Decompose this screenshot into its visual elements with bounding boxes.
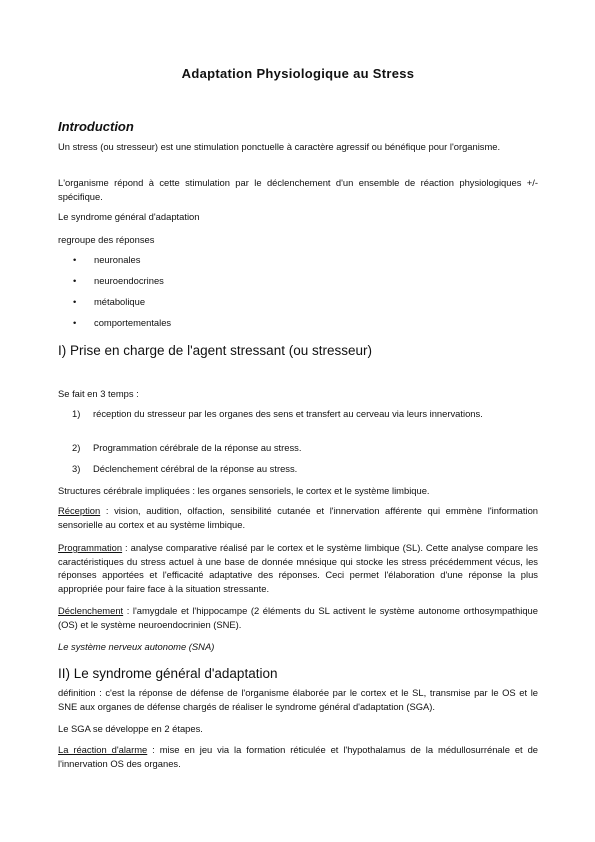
reception-label: Réception [58, 505, 101, 516]
programmation-text: : analyse comparative réalisé par le cortex et le système limbique (SL). Cette analyse compare les caractéristiques du stress actuel à une base de donnée mnésique qui stocke les stress précédemment vécus, les réponses apportées et l'efficacité adaptative des réponses. Ceci permet l'élaboration d'une réponse la plus appropriée pour faire face à la situation stressante. [58, 542, 538, 594]
list-item [73, 295, 145, 308]
section-2-heading: II) Le syndrome général d'adaptation [58, 666, 278, 681]
bullet-text: comportementales [94, 317, 172, 328]
programmation-label: Programmation [58, 542, 123, 553]
declenchement-label: Déclenchement [58, 605, 124, 616]
bullet-text: neuronales [94, 254, 141, 265]
introduction-heading: Introduction [58, 119, 134, 134]
structures-paragraph: Structures cérébrale impliquées : les organes sensoriels, le cortex et le système limbique. [58, 485, 430, 496]
bullet-icon: • [73, 254, 77, 265]
alarme-text: : mise en jeu via la formation réticulée et l'hypothalamus de la médullosurrénale et de l'innervation OS des organes. [58, 744, 538, 769]
definition-paragraph: définition : c'est la réponse de défense de l'organisme élaborée par le cortex et le SL, transmise par le OS et le SNE aux organes de défense chargés de réaliser le syndrome général d'adaptation (SGA). [58, 687, 538, 712]
item-number: 1) [72, 408, 81, 419]
bullet-icon: • [73, 296, 77, 307]
section-1-lead: Se fait en 3 temps : [58, 388, 139, 399]
numbered-item [72, 462, 538, 476]
list-item [73, 274, 164, 287]
item-number: 3) [72, 463, 81, 474]
sna-paragraph: Le système nerveux autonome (SNA) [58, 641, 215, 652]
intro-paragraph-1: Un stress (ou stresseur) est une stimulation ponctuelle à caractère agressif ou bénéfique pour l'organisme. [58, 141, 501, 152]
programmation-paragraph [58, 541, 538, 595]
page-title: Adaptation Physiologique au Stress [181, 66, 415, 81]
intro-paragraph-4: regroupe des réponses [58, 234, 155, 245]
intro-paragraph-3: Le syndrome général d'adaptation [58, 211, 200, 222]
list-item [73, 316, 171, 329]
item-number: 2) [72, 442, 81, 453]
bullet-icon: • [73, 275, 77, 286]
declenchement-text: : l'amygdale et l'hippocampe (2 éléments du SL activent le système autonome orthosympathique (OS) et le système neuroendocrinien (SNE). [58, 605, 538, 630]
alarme-paragraph [58, 743, 538, 770]
declenchement-paragraph [58, 604, 538, 631]
list-item [73, 253, 140, 266]
item-text: réception du stresseur par les organes des sens et transfert au cerveau via leurs innervations. [93, 408, 483, 419]
reception-paragraph [58, 504, 538, 531]
bullet-text: métabolique [94, 296, 146, 307]
intro-paragraph-2: L'organisme répond à cette stimulation par le déclenchement d'un ensemble de réaction physiologiques +/- spécifique. [58, 177, 538, 202]
bullet-icon: • [73, 317, 77, 328]
item-text: Déclenchement cérébral de la réponse au stress. [93, 463, 298, 474]
bullet-text: neuroendocrines [94, 275, 164, 286]
numbered-item [72, 441, 538, 455]
section-1-heading: I) Prise en charge de l'agent stressant (ou stresseur) [58, 343, 372, 358]
item-text: Programmation cérébrale de la réponse au stress. [93, 442, 302, 453]
numbered-item [72, 407, 538, 421]
alarme-label: La réaction d'alarme [58, 744, 148, 755]
sga-paragraph: Le SGA se développe en 2 étapes. [58, 723, 203, 734]
reception-text: : vision, audition, olfaction, sensibilité cutanée et l'innervation afférente qui emmène l'information sensorielle au cortex et au système limbique. [58, 505, 538, 530]
